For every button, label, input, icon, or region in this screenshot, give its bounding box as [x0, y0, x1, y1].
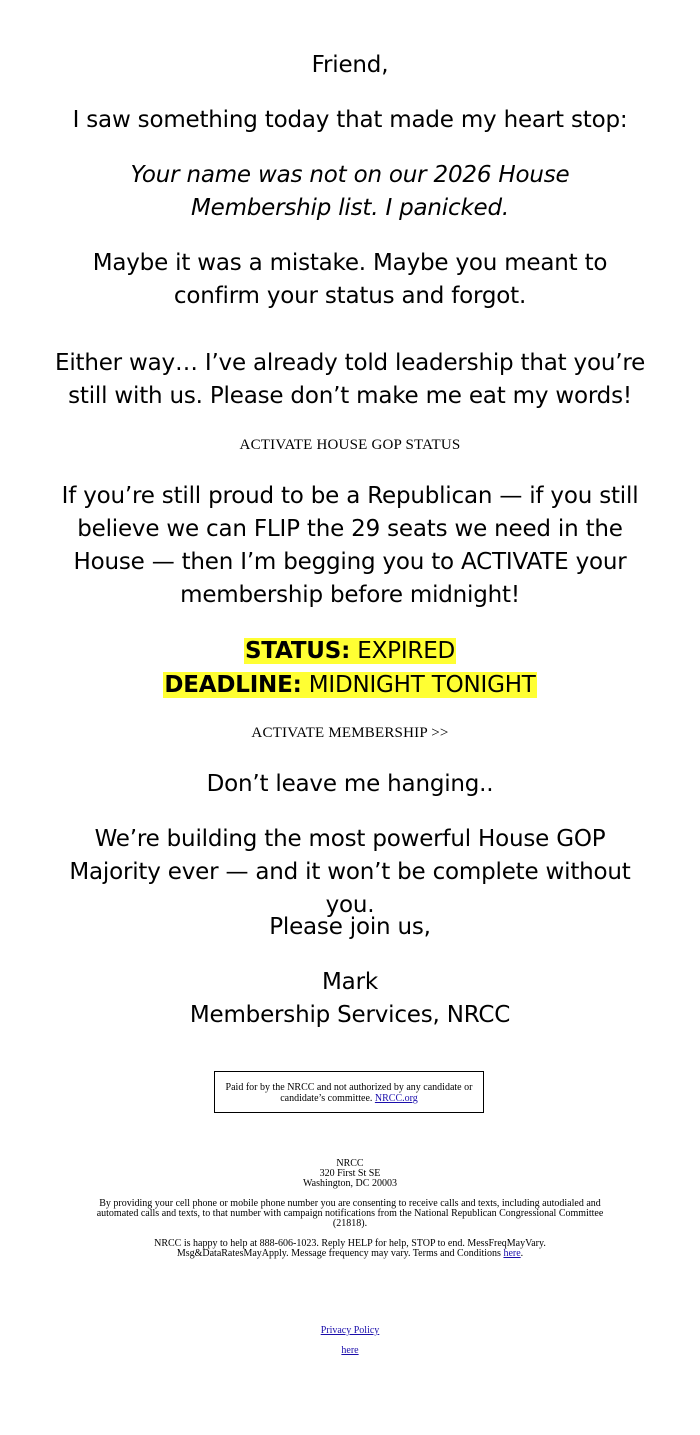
greeting: Friend, [311, 52, 389, 78]
signature-name: Mark [322, 969, 378, 995]
paragraph-heart-stop: I saw something today that made my heart stop: [72, 107, 628, 133]
activate-house-gop-status-link[interactable]: ACTIVATE HOUSE GOP STATUS [239, 437, 461, 453]
signature-title: Membership Services, NRCC [189, 1002, 511, 1028]
activate-membership-link[interactable]: ACTIVATE MEMBERSHIP >> [251, 725, 449, 741]
footer-help-end: . [520, 1248, 524, 1259]
status-value: EXPIRED [350, 638, 456, 664]
deadline-label: DEADLINE: [164, 672, 302, 698]
status-label: STATUS: [244, 638, 351, 664]
paragraph-name-missing: Your name was not on our 2026 House Membership list. I panicked. [130, 162, 570, 221]
terms-here-link[interactable]: here [503, 1248, 521, 1259]
paragraph-flip-seats: If you’re still proud to be a Republican — if you still believe we can FLIP the 29 seats we need in the House — then I’m begging you to ACTIVATE your membership before midnight! [61, 483, 639, 608]
status-highlight [244, 638, 456, 664]
privacy-policy-row [0, 1325, 700, 1337]
footer-org: NRCC [336, 1158, 364, 1169]
footer-address-line2: Washington, DC 20003 [303, 1178, 397, 1189]
paragraph-majority: We’re building the most powerful House GOP Majority ever — and it won’t be complete without you. [69, 826, 631, 918]
footer-address-line1: 320 First St SE [319, 1168, 381, 1179]
paragraph-leadership: Either way… I’ve already told leadership that you’re still with us. Please don’t make me eat my words! [55, 350, 646, 409]
paragraph-join-us: Please join us, [269, 914, 431, 940]
deadline-highlight [163, 672, 536, 698]
here-row [0, 1345, 700, 1357]
disclaimer-text: Paid for by the NRCC and not authorized by any candidate or candidate’s committee. [225, 1082, 473, 1104]
footer-consent: By providing your cell phone or mobile phone number you are consenting to receive calls and texts, including autodialed and automated calls and texts, to that number with campaign notifications from the National Republican Congressional Committee (21818). [96, 1198, 604, 1229]
paid-for-disclaimer-box [214, 1071, 484, 1113]
footer-help-text: NRCC is happy to help at 888-606-1023. Reply HELP for help, STOP to end. MessFreqMayVary. Msg&DataRatesMayApply. Message frequency may vary. Terms and Conditions [154, 1238, 546, 1259]
deadline-line [55, 668, 645, 702]
deadline-value: MIDNIGHT TONIGHT [301, 672, 536, 698]
paragraph-hanging: Don’t leave me hanging.. [206, 771, 494, 797]
nrcc-org-link[interactable]: NRCC.org [374, 1093, 418, 1104]
status-line [55, 634, 645, 668]
here-link[interactable]: here [341, 1345, 359, 1356]
footer-address [90, 1159, 610, 1189]
paragraph-mistake: Maybe it was a mistake. Maybe you meant to confirm your status and forgot. [92, 250, 608, 309]
footer-help [110, 1239, 590, 1259]
privacy-policy-link[interactable]: Privacy Policy [320, 1325, 380, 1336]
